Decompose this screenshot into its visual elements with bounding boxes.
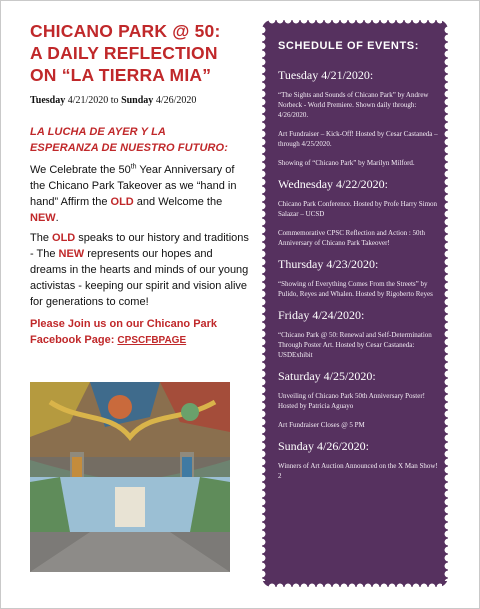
end-date: 4/26/2020	[155, 95, 197, 106]
mural-photo	[30, 382, 230, 572]
end-day: Sunday	[121, 95, 154, 106]
history-paragraph	[30, 230, 252, 310]
schedule-day-saturday: Saturday 4/25/2020:	[278, 369, 376, 383]
schedule-event: Unveiling of Chicano Park 50th Anniversary Poster! Hosted by Patricia Aguayo	[278, 392, 425, 410]
schedule-content	[278, 40, 438, 490]
intro-superscript: th	[130, 163, 137, 171]
schedule-day-wednesday: Wednesday 4/22/2020:	[278, 177, 389, 191]
schedule-heading: SCHEDULE OF EVENTS:	[278, 40, 419, 52]
history-text-1: The	[30, 232, 53, 244]
history-new-word: NEW	[58, 248, 85, 260]
schedule-day-friday: Friday 4/24/2020:	[278, 308, 365, 322]
scallop-border-bottom	[268, 583, 442, 591]
intro-text-4: .	[55, 212, 59, 224]
start-date: 4/21/2020 to	[67, 95, 119, 106]
history-text-3: represents our hopes and dreams in the hearts and minds of our young activistas - keeping our spirit and vision alive for generations to come!	[30, 248, 249, 308]
intro-old-word: OLD	[110, 196, 134, 208]
title-line-2: A DAILY REFLECTION	[30, 43, 218, 63]
start-day: Tuesday	[30, 95, 66, 106]
intro-text-1: We Celebrate the 50	[30, 164, 131, 176]
page-title	[30, 20, 252, 86]
schedule-event: Art Fundraiser Closes @ 5 PM	[278, 421, 365, 429]
scallop-border-left	[258, 26, 266, 581]
intro-text-2: Year Anniversary of the Chicano Park Takeover as we “hand in hand” Affirm the	[30, 164, 237, 208]
schedule-day-sunday: Sunday 4/26/2020:	[278, 439, 370, 453]
schedule-event: Commemorative CPSC Reflection and Action : 50th Anniversary of Chicano Park Takeover!	[278, 229, 425, 247]
left-column	[30, 20, 252, 349]
motto-heading	[30, 124, 252, 156]
schedule-day-tuesday: Tuesday 4/21/2020:	[278, 68, 374, 82]
history-old-word: OLD	[52, 232, 76, 244]
motto-line-2: ESPERANZA DE NUESTRO FUTURO:	[30, 142, 228, 154]
schedule-event: Winners of Art Auction Announced on the X Man Show! 2	[278, 462, 438, 480]
facebook-page-link[interactable]: CPSCFBPAGE	[117, 335, 187, 346]
schedule-day-thursday: Thursday 4/23/2020:	[278, 257, 379, 271]
chicano-park-mural-image	[30, 382, 230, 572]
motto-line-1: LA LUCHA DE AYER Y LA	[30, 126, 166, 138]
schedule-event: Chicano Park Conference. Hosted by Profe Harry Simon Salazar – UCSD	[278, 200, 438, 218]
history-text-2: speaks to our history and traditions - The	[30, 232, 249, 260]
schedule-event: “The Sights and Sounds of Chicano Park” by Andrew Norbeck - World Premiere. Shown daily through: 4/26/2020.	[278, 91, 429, 119]
title-line-3: ON “LA TIERRA MIA”	[30, 65, 212, 85]
date-range	[30, 95, 252, 106]
title-line-1: CHICANO PARK @ 50:	[30, 21, 221, 41]
scallop-border-top	[268, 16, 442, 24]
intro-text-3: and Welcome the	[133, 196, 223, 208]
scallop-border-right	[444, 26, 452, 581]
facebook-invite	[30, 316, 252, 349]
facebook-invite-text: Please Join us on our Chicano Park Facebook Page:	[30, 318, 218, 346]
schedule-event: “Showing of Everything Comes From the Streets” by Pulido, Reyes and Whalen. Hosted by Rigoberto Reyes	[278, 280, 433, 298]
schedule-panel	[262, 20, 448, 587]
intro-new-word: NEW	[30, 212, 56, 224]
schedule-event: Art Fundraiser – Kick-Off! Hosted by Cesar Castaneda – through 4/25/2020.	[278, 130, 438, 148]
schedule-event: Showing of “Chicano Park” by Marilyn Milford.	[278, 159, 415, 167]
schedule-event: “Chicano Park @ 50: Renewal and Self-Determination Through Poster Art. Hosted by Cesar Castaneda: USDExhibit	[278, 331, 432, 359]
intro-paragraph	[30, 162, 252, 226]
